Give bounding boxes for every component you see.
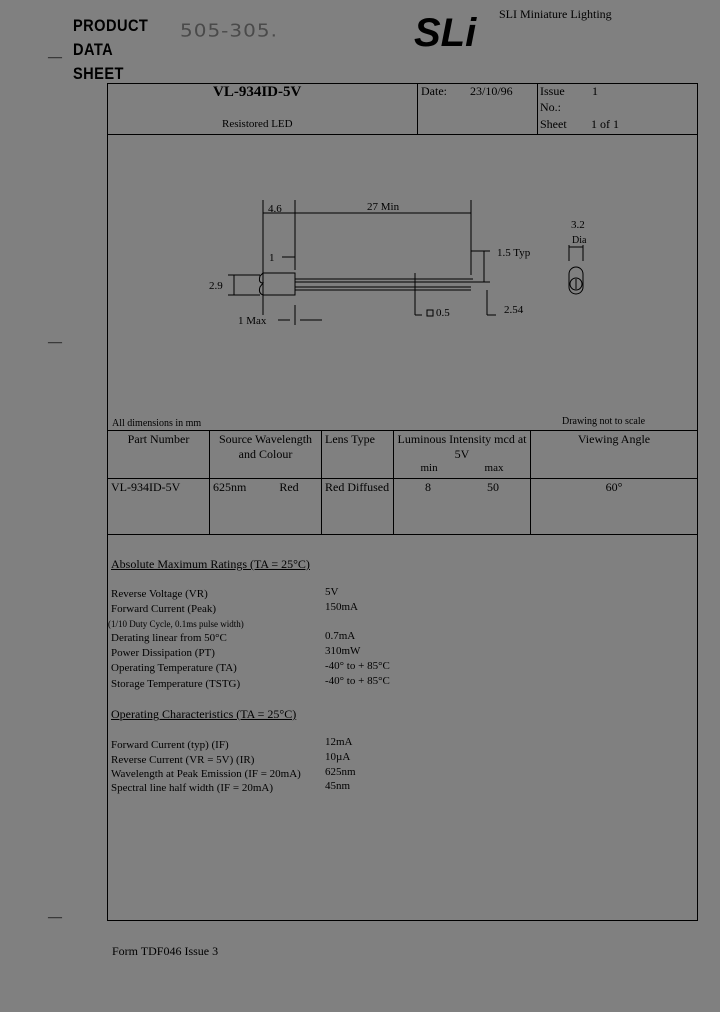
part-number-title: VL-934ID-5V [213, 84, 302, 100]
heading-line-sheet: SHEET [73, 64, 124, 83]
sheet-value: 1 of 1 [591, 117, 619, 131]
handwritten-note: 505-305. [180, 19, 278, 41]
scale-note: Drawing not to scale [562, 416, 646, 427]
rating-value: 0.7mA [325, 630, 356, 642]
heading-line-data: DATA [73, 40, 114, 59]
row-wavelength-colour [210, 479, 322, 535]
row-colour: Red [279, 480, 299, 494]
rating-label: (1/10 Duty Cycle, 0.1ms pulse width) [108, 619, 244, 629]
form-footer: Form TDF046 Issue 3 [112, 944, 219, 958]
operating-value: 45nm [325, 780, 351, 792]
part-description: Resistored LED [222, 118, 293, 130]
rating-label: Storage Temperature (TSTG) [111, 678, 241, 690]
operating-label: Spectral line half width (IF = 20mA) [111, 782, 274, 794]
operating-label: Reverse Current (VR = 5V) (IR) [111, 754, 255, 766]
issue-label: Issue [540, 84, 565, 98]
sheet-label: Sheet [540, 117, 567, 131]
margin-mark: — [48, 50, 62, 65]
row-viewing-angle: 60° [531, 479, 698, 535]
table-row [108, 479, 698, 535]
led-dimension-drawing [200, 195, 620, 335]
intensity-label: Luminous Intensity mcd at 5V [397, 432, 527, 461]
operating-label: Wavelength at Peak Emission (IF = 20mA) [111, 768, 301, 780]
operating-value: 12mA [325, 736, 353, 748]
operating-value: 10µA [325, 751, 351, 763]
title-block-divider [417, 83, 418, 134]
date-value: 23/10/96 [470, 84, 513, 98]
dim-2-9: 2.9 [209, 280, 223, 292]
operating-title: Operating Characteristics (TA = 25°C) [111, 707, 297, 721]
date-label: Date: [421, 84, 447, 98]
intensity-min-label: min [420, 462, 438, 474]
rating-label: Forward Current (Peak) [111, 603, 217, 615]
dim-1-5-typ: 1.5 Typ [497, 247, 531, 259]
row-lens-type: Red Diffused [322, 479, 394, 535]
dim-dia: Dia [572, 235, 587, 246]
header-viewing-angle: Viewing Angle [531, 431, 698, 479]
header-intensity [394, 431, 531, 479]
row-wavelength: 625nm [213, 480, 247, 494]
dim-2-54: 2.54 [504, 304, 524, 316]
dim-4-6: 4.6 [268, 203, 282, 215]
rating-label: Operating Temperature (TA) [111, 662, 237, 674]
dim-1: 1 [269, 252, 275, 264]
heading-line-product: PRODUCT [73, 16, 149, 35]
margin-mark: — [48, 335, 62, 350]
dim-3-2: 3.2 [571, 219, 585, 231]
title-block-divider [537, 83, 538, 134]
row-intensity [394, 479, 531, 535]
intensity-max-label: max [484, 462, 504, 474]
dim-0-5: 0.5 [436, 307, 450, 319]
rating-value: 150mA [325, 601, 358, 613]
company-name: SLI Miniature Lighting [499, 7, 612, 21]
dimensions-note: All dimensions in mm [112, 418, 202, 429]
rating-value: 310mW [325, 645, 361, 657]
rating-value: -40° to + 85°C [325, 675, 390, 687]
rating-value: 5V [325, 586, 339, 598]
dim-1-max: 1 Max [238, 315, 267, 327]
header-part-number: Part Number [108, 431, 210, 479]
no-label: No.: [540, 100, 561, 114]
document-type-heading [73, 14, 148, 86]
rating-label: Power Dissipation (PT) [111, 647, 215, 659]
svg-text:SLi: SLi [414, 11, 477, 55]
rating-label: Reverse Voltage (VR) [111, 588, 208, 600]
spec-table [107, 430, 698, 535]
margin-mark: — [48, 910, 62, 925]
company-logo [412, 4, 477, 55]
header-lens-type: Lens Type [322, 431, 394, 479]
operating-label: Forward Current (typ) (IF) [111, 739, 229, 751]
rating-label: Derating linear from 50°C [111, 632, 227, 644]
row-intensity-max: 50 [487, 480, 499, 494]
operating-value: 625nm [325, 766, 356, 778]
row-part-number: VL-934ID-5V [108, 479, 210, 535]
header-wavelength: Source Wavelength and Colour [210, 431, 322, 479]
issue-value: 1 [592, 84, 598, 98]
rating-value: -40° to + 85°C [325, 660, 390, 672]
dim-27-min: 27 Min [367, 201, 400, 213]
row-intensity-min: 8 [425, 480, 431, 494]
ratings-title: Absolute Maximum Ratings (TA = 25°C) [111, 557, 310, 571]
title-block-divider [107, 134, 698, 135]
